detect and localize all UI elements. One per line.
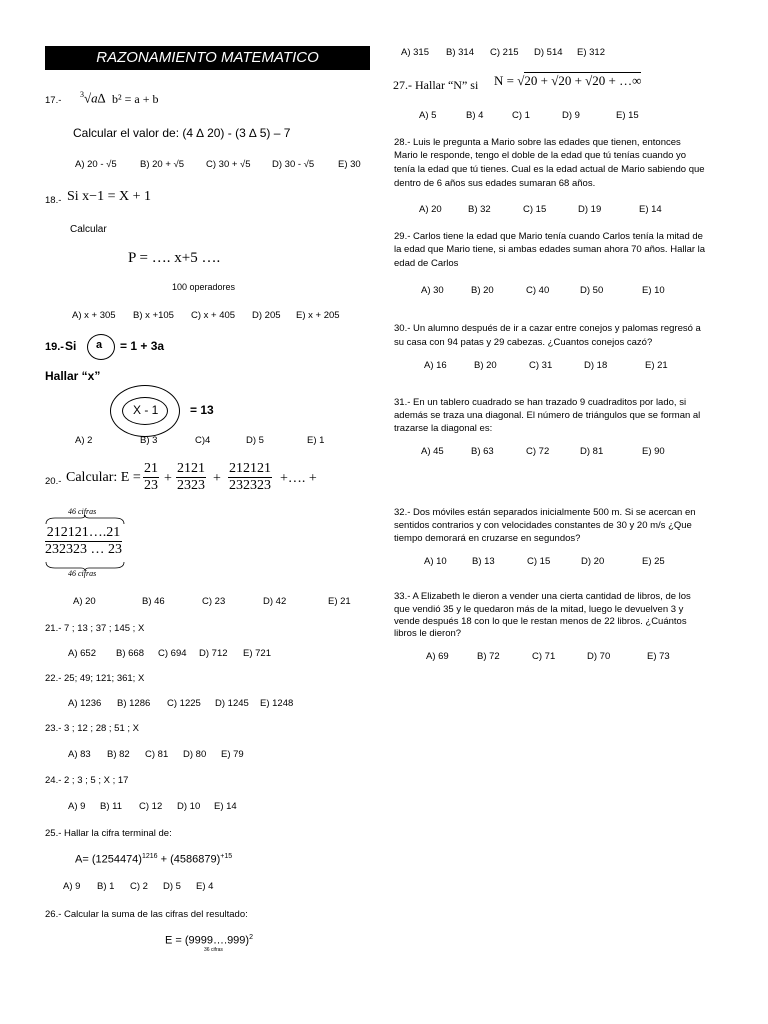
q19-option-d: D) 5	[246, 435, 264, 446]
q29-line: la edad que Mario tiene, si ambas edades suman ahora 70 años. Hallar la	[394, 244, 706, 255]
q27-option-b: B) 4	[466, 110, 484, 121]
q19-option-b: B) 3	[140, 435, 158, 446]
q22-option-c: C) 1225	[167, 698, 201, 709]
q17-option-a: A) 20 - √5	[75, 159, 117, 170]
q28-option-d: D) 19	[578, 204, 602, 215]
q17-option-b: B) 20 + √5	[140, 159, 185, 170]
q20-fraction-3	[228, 461, 272, 494]
q19-number: 19.-	[45, 341, 64, 353]
q20-option-e: E) 21	[328, 596, 351, 607]
q32-line: sentidos contrarios y con velocidades constantes de 30 y 20 m/s ¿Que	[394, 520, 692, 531]
q20-f2-den: 2323	[177, 478, 205, 493]
q20-fraction-1	[143, 461, 159, 494]
q19-rhs2: = 13	[190, 403, 214, 417]
q27-lead: 27.- Hallar “N” si	[393, 78, 479, 92]
q20-f1-num: 21	[144, 461, 158, 476]
q18-option-c: C) x + 405	[191, 310, 236, 321]
q23-option-e: E) 79	[221, 749, 244, 760]
q26-note: 36 cifras	[204, 947, 223, 953]
q22-option-d: D) 1245	[215, 698, 249, 709]
q32-line: tiempo demorará en cruzarse en segundos?	[394, 533, 581, 544]
q25-option-b: B) 1	[97, 881, 115, 892]
q20-option-d: D) 42	[263, 596, 287, 607]
q28-option-a: A) 20	[419, 204, 442, 215]
q23-sequence: 23.- 3 ; 12 ; 28 ; 51 ; X	[45, 723, 140, 734]
q24-option-a: A) 9	[68, 801, 86, 812]
q20-plus: +	[164, 471, 172, 486]
top-option-a: A) 315	[401, 47, 429, 58]
q20-f3-den: 232323	[229, 478, 271, 493]
q26-expression	[165, 934, 253, 947]
q19-circle-a: a	[96, 339, 103, 351]
q31-option-c: C) 72	[526, 446, 550, 457]
q32-option-b: B) 13	[472, 556, 495, 567]
q25-expression	[75, 853, 232, 866]
q33-option-b: B) 72	[477, 651, 500, 662]
q19-option-a: A) 2	[75, 435, 93, 446]
q20-big-fraction	[45, 525, 122, 558]
q18-expression: P = …. x+5 ….	[128, 250, 221, 266]
q31-option-d: D) 81	[580, 446, 604, 457]
q32-line: 32.- Dos móviles están separados inicialmente 500 m. Si se acercan en	[394, 507, 696, 518]
q20-top-brace	[45, 515, 125, 525]
q20-number: 20.-	[45, 476, 62, 487]
q30-line: su casa con 94 patas y 29 cabezas. ¿Cuantos conejos cazó?	[394, 337, 653, 348]
q27-option-a: A) 5	[419, 110, 437, 121]
q33-line: 33.- A Elizabeth le dieron a vender una cierta cantidad de libros, de los	[394, 591, 691, 602]
q33-option-d: D) 70	[587, 651, 611, 662]
q23-option-c: C) 81	[145, 749, 169, 760]
q31-line: trazarse la diagonal es:	[394, 423, 493, 434]
q31-option-b: B) 63	[471, 446, 494, 457]
q25-base1: A= (1254474)	[75, 853, 142, 866]
q24-option-d: D) 10	[177, 801, 201, 812]
q20-cifras-top: 46 cifras	[68, 507, 97, 516]
q29-line: 29.- Carlos tiene la edad que Mario tenía cuando Carlos tenía la mitad de	[394, 231, 703, 242]
q20-f2-num: 2121	[177, 461, 205, 476]
top-option-d: D) 514	[534, 47, 563, 58]
q18-note: 100 operadores	[172, 282, 236, 292]
q30-line: 30.- Un alumno después de ir a cazar entre conejos y palomas regresó a	[394, 323, 701, 334]
q27-expression: N = √20 + √20 + √20 + …∞	[494, 73, 642, 88]
q18-option-d: D) 205	[252, 310, 281, 321]
q33-option-e: E) 73	[647, 651, 670, 662]
q29-option-c: C) 40	[526, 285, 550, 296]
q20-option-c: C) 23	[202, 596, 226, 607]
q33-line: libros le dieron?	[394, 628, 462, 639]
q30-option-a: A) 16	[424, 360, 447, 371]
q28-option-b: B) 32	[468, 204, 491, 215]
q30-option-b: B) 20	[474, 360, 497, 371]
q26-exp: 2	[249, 934, 253, 941]
q25-option-a: A) 9	[63, 881, 81, 892]
q32-option-c: C) 15	[527, 556, 551, 567]
q19-si: Si	[65, 339, 77, 353]
q17-option-c: C) 30 + √5	[206, 159, 251, 170]
q20-option-a: A) 20	[73, 596, 96, 607]
q32-option-e: E) 25	[642, 556, 665, 567]
q17-prompt: Calcular el valor de: (4 ∆ 20) - (3 ∆ 5) – 7	[73, 126, 291, 140]
q24-sequence: 24.- 2 ; 3 ; 5 ; X ; 17	[45, 775, 129, 786]
q33-line: vende después 18 con lo que le restan menos de 22 libros. ¿Cuántos	[394, 616, 687, 627]
q23-option-a: A) 83	[68, 749, 91, 760]
q23-option-b: B) 82	[107, 749, 130, 760]
q21-option-a: A) 652	[68, 648, 96, 659]
q19-option-e: E) 1	[307, 435, 325, 446]
q30-option-e: E) 21	[645, 360, 668, 371]
q25-prompt: 25.- Hallar la cifra terminal de:	[45, 828, 172, 839]
q24-option-b: B) 11	[100, 801, 123, 812]
q22-option-a: A) 1236	[68, 698, 102, 709]
q30-option-c: C) 31	[529, 360, 553, 371]
top-option-b: B) 314	[446, 47, 474, 58]
q17-definition: b² = a + b	[112, 92, 159, 106]
q20-f1-den: 23	[144, 478, 158, 493]
q23-option-d: D) 80	[183, 749, 207, 760]
q21-option-e: E) 721	[243, 648, 271, 659]
q20-big-num: 212121….21	[46, 525, 121, 540]
q29-option-a: A) 30	[421, 285, 444, 296]
q17-radical: $^3$√a∆	[80, 90, 106, 106]
q28-line: dentro de 6 años sus edades sumaran 68 años.	[394, 178, 596, 189]
q20-calcular: Calcular: E =	[66, 470, 141, 485]
q29-line: edad de Carlos	[394, 258, 459, 269]
q29-option-b: B) 20	[471, 285, 494, 296]
q31-option-a: A) 45	[421, 446, 444, 457]
q20-cifras-bottom: 46 cifras	[68, 569, 97, 578]
q20-plus: +	[213, 471, 221, 486]
q19-option-c: C)4	[195, 435, 211, 446]
q18-option-a: A) x + 305	[72, 310, 116, 321]
q31-line: 31.- En un tablero cuadrado se han trazado 9 cuadraditos por lado, si	[394, 397, 687, 408]
q26-base: E = (9999….999)	[165, 934, 250, 947]
q21-sequence: 21.- 7 ; 13 ; 37 ; 145 ; X	[45, 623, 145, 634]
q29-option-d: D) 50	[580, 285, 604, 296]
q32-option-a: A) 10	[424, 556, 447, 567]
q20-option-b: B) 46	[142, 596, 165, 607]
q32-option-d: D) 20	[581, 556, 605, 567]
page-title: RAZONAMIENTO MATEMATICO	[45, 46, 370, 70]
q18-calcular: Calcular	[70, 224, 107, 235]
q20-fraction-2	[176, 461, 206, 494]
q25-exp1: 1216	[141, 853, 158, 860]
q24-option-c: C) 12	[139, 801, 163, 812]
q20-f3-num: 212121	[229, 461, 271, 476]
top-option-e: E) 312	[577, 47, 605, 58]
q18-number: 18.-	[45, 195, 62, 206]
q25-option-e: E) 4	[196, 881, 214, 892]
q25-exp2: +15	[220, 853, 233, 860]
q25-base2: + (4586879)	[157, 853, 221, 866]
q21-option-c: C) 694	[158, 648, 187, 659]
q21-option-d: D) 712	[199, 648, 228, 659]
q19-hallar: Hallar “x”	[45, 369, 101, 383]
q25-option-d: D) 5	[163, 881, 181, 892]
q27-option-e: E) 15	[616, 110, 639, 121]
q30-option-d: D) 18	[584, 360, 608, 371]
q27-option-d: D) 9	[562, 110, 580, 121]
q22-option-b: B) 1286	[117, 698, 151, 709]
q17-number: 17.-	[45, 95, 62, 106]
q33-option-a: A) 69	[426, 651, 449, 662]
q25-option-c: C) 2	[130, 881, 148, 892]
q19-rhs1: = 1 + 3a	[120, 339, 165, 353]
q28-line: tenía la edad que tú tienes. Cual es la edad actual de Mario sabiendo que	[394, 164, 705, 175]
q19-circle-x: X - 1	[133, 403, 159, 417]
q18-definition: Si x−1 = X + 1	[67, 189, 151, 204]
q17-option-e: E) 30	[338, 159, 361, 170]
q18-option-b: B) x +105	[133, 310, 174, 321]
top-option-c: C) 215	[490, 47, 519, 58]
q20-tail: +…. +	[280, 471, 317, 486]
q26-prompt: 26.- Calcular la suma de las cifras del resultado:	[45, 909, 248, 920]
q17-option-d: D) 30 - √5	[272, 159, 315, 170]
q31-line: además se traza una diagonal. El número de triángulos que se forman al	[394, 410, 701, 421]
q27-option-c: C) 1	[512, 110, 530, 121]
q28-option-c: C) 15	[523, 204, 547, 215]
q22-sequence: 22.- 25; 49; 121; 361; X	[45, 673, 145, 684]
q33-line: que vendió 35 y le quedaron más de la mitad, luego le devuelven 3 y	[394, 604, 684, 615]
q29-option-e: E) 10	[642, 285, 665, 296]
q22-option-e: E) 1248	[260, 698, 294, 709]
q18-option-e: E) x + 205	[296, 310, 340, 321]
q31-option-e: E) 90	[642, 446, 665, 457]
q28-option-e: E) 14	[639, 204, 662, 215]
q28-line: Mario le responde, tengo el doble de la edad que tú tenías cuando yo	[394, 150, 687, 161]
q33-option-c: C) 71	[532, 651, 556, 662]
q28-line: 28.- Luis le pregunta a Mario sobre las edades que tienen, entonces	[394, 137, 681, 148]
q20-big-den: 232323 … 23	[45, 542, 122, 557]
q21-option-b: B) 668	[116, 648, 144, 659]
q24-option-e: E) 14	[214, 801, 237, 812]
